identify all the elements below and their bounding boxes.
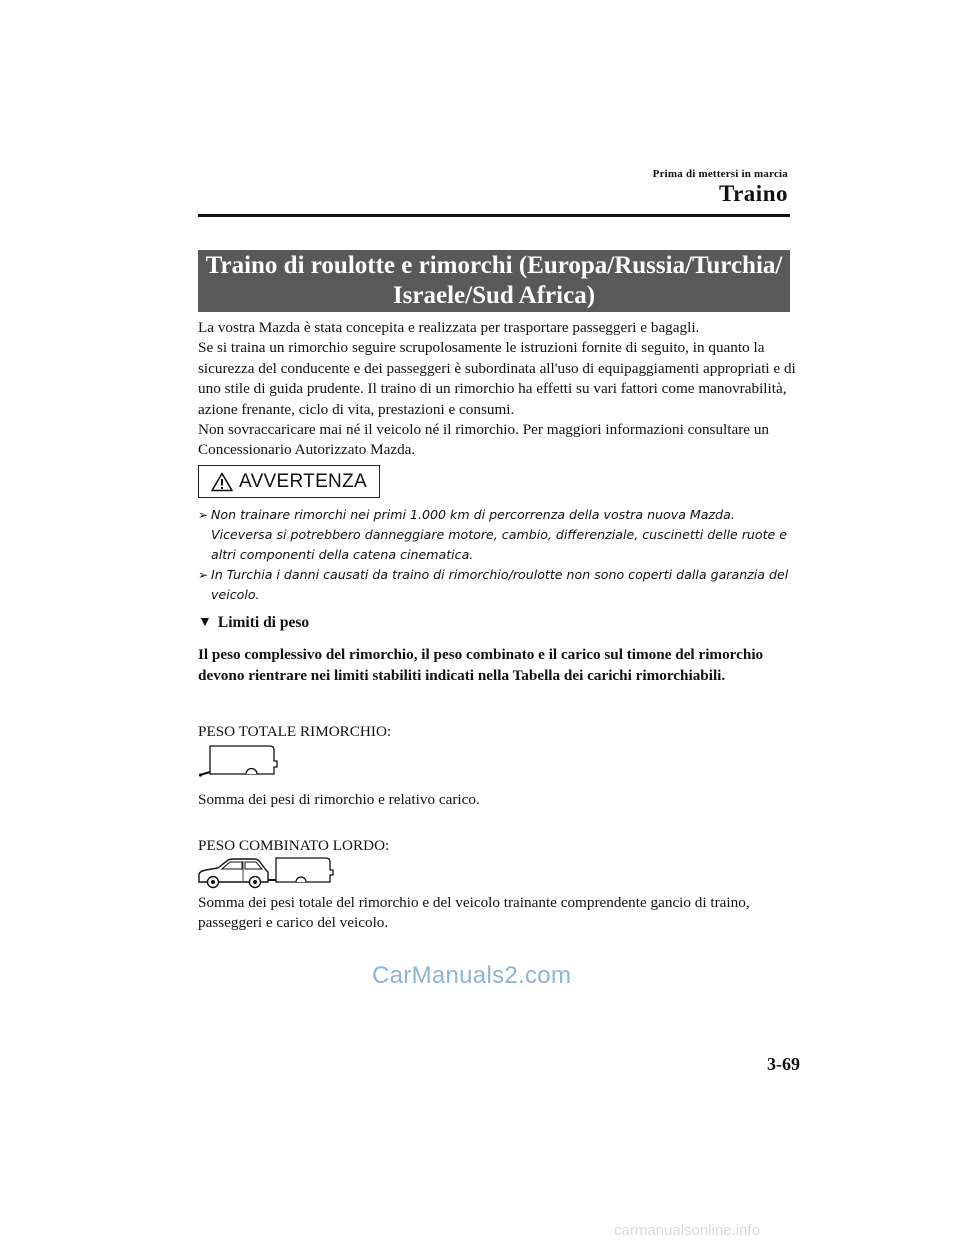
footer-watermark: carmanualsonline.info	[614, 1222, 760, 1239]
warning-item	[198, 565, 798, 605]
section-title-line-1: Traino di roulotte e rimorchi (Europa/Russia/Turchia/	[205, 252, 783, 279]
warning-box	[198, 465, 380, 498]
intro-paragraph-1: La vostra Mazda è stata concepita e realizzata per trasportare passeggeri e bagagli.	[198, 319, 700, 336]
page-number: 3-69	[767, 1054, 800, 1074]
warning-triangle-icon	[211, 472, 233, 492]
warning-item	[198, 505, 798, 565]
car-and-trailer-icon	[196, 856, 334, 890]
warning-item-text: In Turchia i danni causati da traino di rimorchio/roulotte non sono coperti dalla garanzia del veicolo.	[211, 567, 789, 602]
weight-limits-intro: Il peso complessivo del rimorchio, il peso combinato e il carico sul timone del rimorchio devono rientrare nei limiti stabiliti indicati nella Tabella dei carichi rimorchiabili.	[198, 646, 764, 684]
site-watermark: CarManuals2.com	[372, 962, 572, 989]
intro-paragraph-2: Se si traina un rimorchio seguire scrupolosamente le istruzioni fornite di seguito, in quanto la sicurezza del conducente e dei passeggeri è subordinata all'uso di equipaggiamenti appropriati e di uno stile di guida prudente. Il traino di un rimorchio ha effetti su vari fattori come manovrabilità, azione frenante, ciclo di vita, prestazioni e consumi.	[198, 339, 796, 418]
triangle-down-icon: ▼	[198, 615, 212, 630]
combined-weight-label: PESO COMBINATO LORDO:	[198, 837, 390, 854]
arrow-bullet-icon: ➢	[198, 508, 209, 522]
intro-paragraph-3: Non sovraccaricare mai né il veicolo né il rimorchio. Per maggiori informazioni consultare un Concessionario Autorizzato Mazda.	[198, 421, 770, 459]
total-weight-description: Somma dei pesi di rimorchio e relativo carico.	[198, 791, 480, 808]
total-weight-label: PESO TOTALE RIMORCHIO:	[198, 723, 392, 740]
weight-limits-heading	[198, 614, 309, 632]
header-divider	[198, 214, 790, 217]
running-header-section: Prima di mettersi in marcia	[652, 168, 788, 180]
arrow-bullet-icon: ➢	[198, 568, 209, 582]
trailer-icon	[198, 742, 278, 784]
combined-weight-description: Somma dei pesi totale del rimorchio e del veicolo trainante comprendente gancio di traino, passeggeri e carico del veicolo.	[198, 894, 750, 932]
running-header-title: Traino	[718, 181, 788, 206]
weight-limits-heading-text: Limiti di peso	[217, 614, 310, 631]
intro-text	[198, 318, 798, 461]
section-title-line-2: Israele/Sud Africa)	[392, 282, 596, 309]
section-title-banner	[198, 250, 790, 312]
warning-item-text: Non trainare rimorchi nei primi 1.000 km di percorrenza della vostra nuova Mazda. Viceversa si potrebbero danneggiare motore, cambio, differenziale, cuscinetti delle ruote e altri componenti della catena cinematica.	[211, 507, 788, 562]
warning-label: AVVERTENZA	[239, 470, 367, 492]
warning-list	[198, 505, 798, 605]
